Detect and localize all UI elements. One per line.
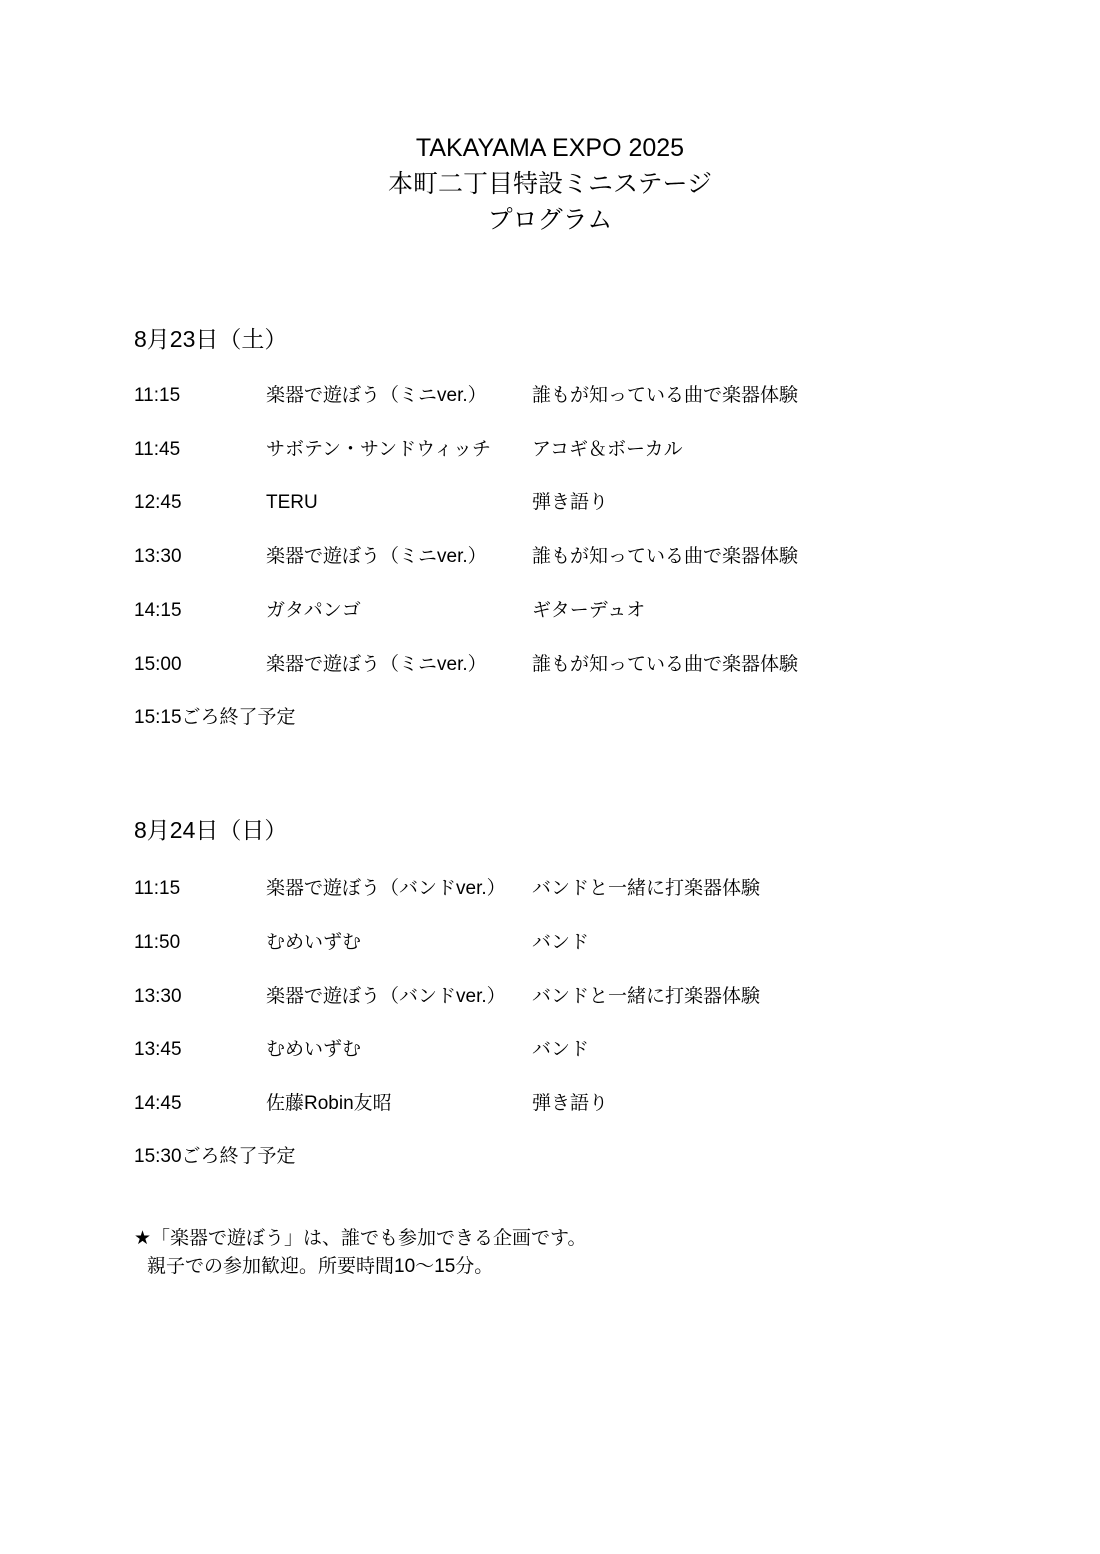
- row-act: 楽器で遊ぼう（ミニver.）: [266, 654, 487, 675]
- footnote: [134, 1225, 587, 1281]
- row-time: 14:45: [134, 1093, 182, 1114]
- row-desc: バンドと一緒に打楽器体験: [532, 878, 761, 899]
- row-act: 楽器で遊ぼう（バンドver.）: [266, 878, 506, 899]
- row-desc: 弾き語り: [532, 492, 609, 513]
- row-act: 楽器で遊ぼう（ミニver.）: [266, 546, 487, 567]
- row-act: 佐藤Robin友昭: [266, 1093, 392, 1114]
- row-time: 11:50: [134, 932, 181, 953]
- row-act: むめいずむ: [266, 932, 362, 953]
- row-desc: バンド: [532, 932, 590, 953]
- row-desc: アコギ＆ボーカル: [532, 439, 683, 460]
- program-title: プログラム: [487, 206, 613, 234]
- row-act: ガタパンゴ: [266, 600, 361, 621]
- row-desc: 誰もが知っている曲で楽器体験: [532, 546, 799, 567]
- row-act: サボテン・サンドウィッチ: [266, 439, 491, 460]
- row-time: 13:45: [134, 1039, 182, 1060]
- row-act: むめいずむ: [266, 1039, 362, 1060]
- row-act: TERU: [266, 492, 318, 513]
- stage-title: 本町二丁目特設ミニステージ: [387, 170, 712, 198]
- day-heading-0823: 8月23日（土）: [134, 326, 288, 352]
- row-time: 13:30: [134, 986, 182, 1007]
- row-desc: 弾き語り: [532, 1093, 609, 1114]
- footnote-line-2: 親子での参加歓迎。所要時間10～15分。: [147, 1256, 494, 1277]
- row-desc: バンド: [532, 1039, 590, 1060]
- row-time: 15:00: [134, 654, 182, 675]
- footnote-line-1: ★「楽器で遊ぼう」は、誰でも参加できる企画です。: [134, 1228, 587, 1249]
- row-act: 楽器で遊ぼう（バンドver.）: [266, 986, 506, 1007]
- row-time: 14:15: [134, 600, 182, 621]
- row-desc: 誰もが知っている曲で楽器体験: [532, 385, 799, 406]
- row-time: 11:15: [134, 385, 181, 406]
- row-desc: バンドと一緒に打楽器体験: [532, 986, 761, 1007]
- row-time: 12:45: [134, 492, 182, 513]
- row-time: 13:30: [134, 546, 182, 567]
- title-block: [0, 130, 1100, 238]
- row-desc: ギターデュオ: [532, 600, 646, 621]
- end-time-note-0824: 15:30ごろ終了予定: [134, 1146, 296, 1167]
- row-act: 楽器で遊ぼう（ミニver.）: [266, 385, 487, 406]
- row-desc: 誰もが知っている曲で楽器体験: [532, 654, 799, 675]
- row-time: 11:15: [134, 878, 181, 899]
- end-time-note-0823: 15:15ごろ終了予定: [134, 707, 296, 728]
- day-heading-0824: 8月24日（日）: [134, 817, 288, 843]
- event-title: TAKAYAMA EXPO 2025: [415, 134, 685, 162]
- row-time: 11:45: [134, 439, 181, 460]
